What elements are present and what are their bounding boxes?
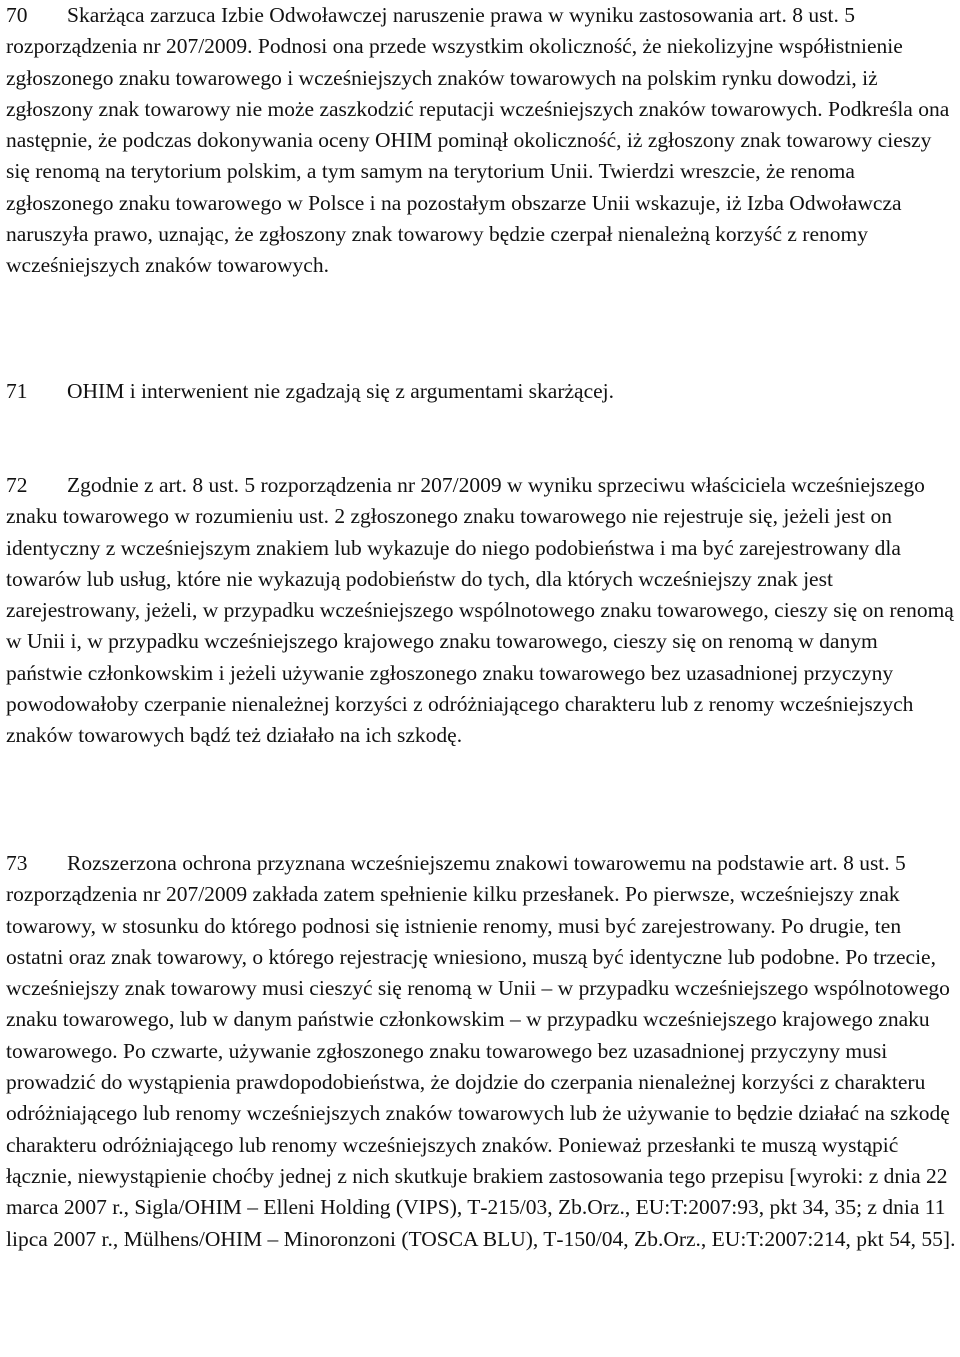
paragraph-text: Zgodnie z art. 8 ust. 5 rozporządzenia nr 207/2009 w wyniku sprzeciwu właściciela wcześniejszego znaku towarowego w rozumieniu ust. 2 zgłoszonego znaku towarowego nie rejestruje się, jeżeli jest on identyczny z wcześniejszym znakiem lub wykazuje do niego podobieństwa i ma być zarejestrowany dla towarów lub usług, które nie wykazują podobieństw do tych, dla których wcześniejszy znak jest zarejestrowany, jeżeli, w przypadku wcześniejszego wspólnotowego znaku towarowego, cieszy się on renomą w Unii i, w przypadku wcześniejszego krajowego znaku towarowego, cieszy się on renomą w danym państwie członkowskim i jeżeli używanie zgłoszonego znaku towarowego bez uzasadnionej przyczyny powodowałoby czerpanie nienależnej korzyści z odróżniającego charakteru lub z renomy wcześniejszych znaków towarowych bądź też działało na ich szkodę. [6,473,954,748]
paragraph-number: 73 [6,851,28,875]
paragraph-number: 70 [6,3,28,27]
paragraph-71 [6,376,958,407]
paragraph-72 [6,470,958,752]
paragraph-number: 71 [6,379,28,403]
paragraph-73 [6,848,958,1255]
paragraph-text: OHIM i interwenient nie zgadzają się z argumentami skarżącej. [67,379,615,403]
paragraph-text: Rozszerzona ochrona przyznana wcześniejszemu znakowi towarowemu na podstawie art. 8 ust. 5 rozporządzenia nr 207/2009 zakłada zatem spełnienie kilku przesłanek. Po pierwsze, wcześniejszy znak towarowy, w stosunku do którego podnosi się istnienie renomy, musi być zarejestrowany. Po drugie, ten ostatni oraz znak towarowy, o którego rejestrację wniesiono, muszą być identyczne lub podobne. Po trzecie, wcześniejszy znak towarowy musi cieszyć się renomą w Unii – w przypadku wcześniejszego wspólnotowego znaku towarowego, lub w danym państwie członkowskim – w przypadku wcześniejszego krajowego znaku towarowego. Po czwarte, używanie zgłoszonego znaku towarowego bez uzasadnionej przyczyny musi prowadzić do wystąpienia prawdopodobieństwa, że dojdzie do czerpania nienależnej korzyści z charakteru odróżniającego lub renomy wcześniejszych znaków towarowych lub że używanie to będzie działać na szkodę charakteru odróżniającego lub renomy wcześniejszych znaków. Ponieważ przesłanki te muszą wystąpić łącznie, niewystąpienie choćby jednej z nich skutkuje brakiem zastosowania tego przepisu [wyroki: z dnia 22 marca 2007 r., Sigla/OHIM – Elleni Holding (VIPS), T‑215/03, Zb.Orz., EU:T:2007:93, pkt 34, 35; z dnia 11 lipca 2007 r., Mülhens/OHIM – Minoronzoni (TOSCA BLU), T‑150/04, Zb.Orz., EU:T:2007:214, pkt 54, 55]. [6,851,956,1251]
paragraph-number: 72 [6,473,28,497]
paragraph-text: Skarżąca zarzuca Izbie Odwoławczej naruszenie prawa w wyniku zastosowania art. 8 ust. 5 rozporządzenia nr 207/2009. Podnosi ona przede wszystkim okoliczność, że niekolizyjne współistnienie zgłoszonego znaku towarowego i wcześniejszych znaków towarowych na polskim rynku dowodzi, iż zgłoszony znak towarowy nie może zaszkodzić reputacji wcześniejszych znaków towarowych. Podkreśla ona następnie, że podczas dokonywania oceny OHIM pominął okoliczność, iż zgłoszony znak towarowy cieszy się renomą na terytorium polskim, a tym samym na terytorium Unii. Twierdzi wreszcie, że renoma zgłoszonego znaku towarowego w Polsce i na pozostałym obszarze Unii wskazuje, iż Izba Odwoławcza naruszyła prawo, uznając, że zgłoszony znak towarowy będzie czerpał nienależną korzyść z renomy wcześniejszych znaków towarowych. [6,3,950,278]
paragraph-70 [6,0,958,282]
